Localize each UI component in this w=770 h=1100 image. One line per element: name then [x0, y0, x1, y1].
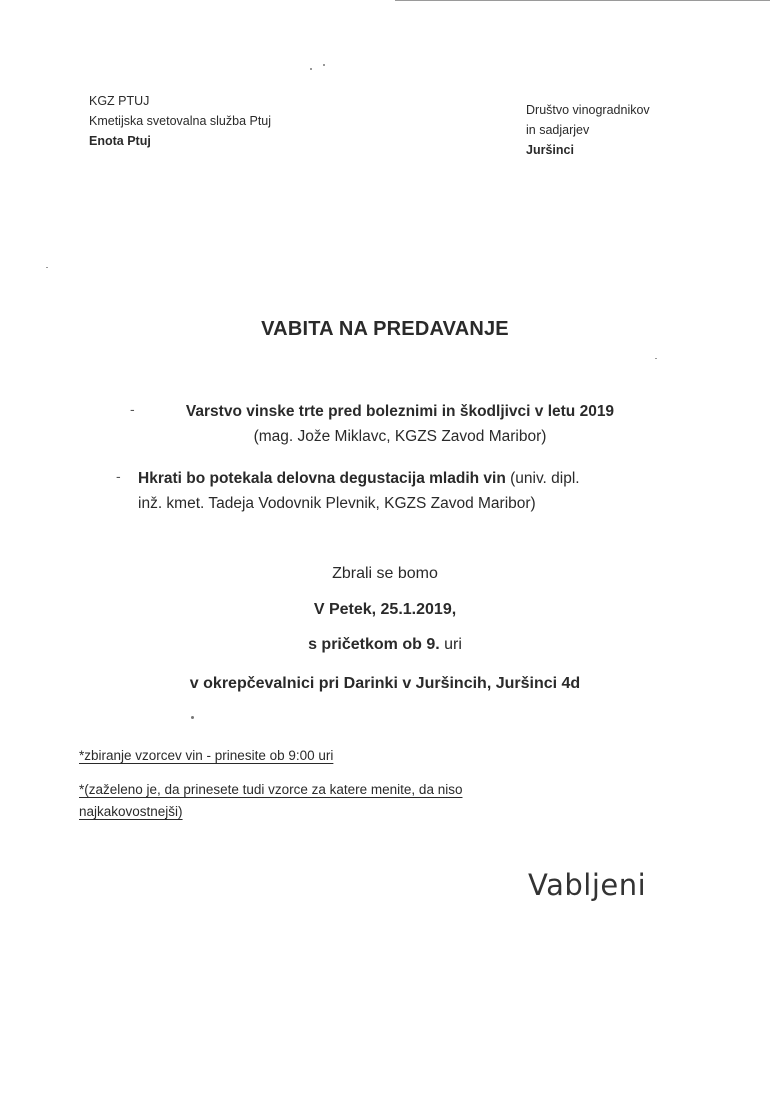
lecture-topic: Varstvo vinske trte pred boleznimi in škodljivci v letu 2019: [185, 403, 615, 420]
recipient-place: Juršinci: [526, 143, 574, 157]
sender-address: [89, 91, 271, 151]
start-label: s pričetkom ob 9.: [308, 636, 440, 653]
lecture-speaker: (mag. Jože Miklavc, KGZS Zavod Maribor): [253, 428, 547, 445]
tasting-speaker: inž. kmet. Tadeja Vodovnik Plevnik, KGZS Zavod Maribor): [138, 495, 536, 512]
recipient-line2: in sadjarjev: [526, 123, 590, 137]
recipient-address: [526, 100, 650, 160]
scan-speck: [310, 68, 312, 70]
agenda-item-lecture: [150, 399, 650, 449]
bullet-dash: -: [116, 468, 121, 484]
event-location: v okrepčevalnici pri Darinki v Juršincih, Juršinci 4d: [189, 675, 581, 692]
event-date: V Petek, 25.1.2019,: [313, 601, 457, 618]
tasting-topic: Hkrati bo potekala delovna degustacija mladih vin: [138, 470, 506, 487]
note-sample-request: [79, 779, 579, 823]
scan-speck: [191, 716, 194, 719]
sender-unit: Enota Ptuj: [89, 134, 151, 148]
sender-service: Kmetijska svetovalna služba Ptuj: [89, 114, 272, 128]
tasting-speaker-start: (univ. dipl.: [510, 470, 580, 487]
recipient-line1: Društvo vinogradnikov: [526, 103, 650, 117]
scan-speck: [655, 358, 657, 359]
note-line: *(zaželeno je, da prinesete tudi vzorce za katere menite, da niso: [79, 782, 463, 797]
note-line: najkakovostnejši): [79, 804, 183, 819]
closing-invitation: Vabljeni: [528, 868, 647, 902]
sender-org: KGZ PTUJ: [89, 94, 150, 108]
event-start-time: [0, 636, 770, 654]
gather-text: Zbrali se bomo: [332, 565, 438, 582]
document-title: VABITA NA PREDAVANJE: [261, 318, 509, 340]
scan-edge-line: [395, 0, 770, 1]
scan-speck: [46, 267, 48, 268]
start-unit: uri: [444, 636, 462, 653]
bullet-dash: -: [130, 401, 135, 417]
note-sample-collection: *zbiranje vzorcev vin - prinesite ob 9:00 uri: [79, 748, 334, 763]
scan-speck: [323, 64, 325, 66]
agenda-item-tasting: [138, 466, 678, 516]
